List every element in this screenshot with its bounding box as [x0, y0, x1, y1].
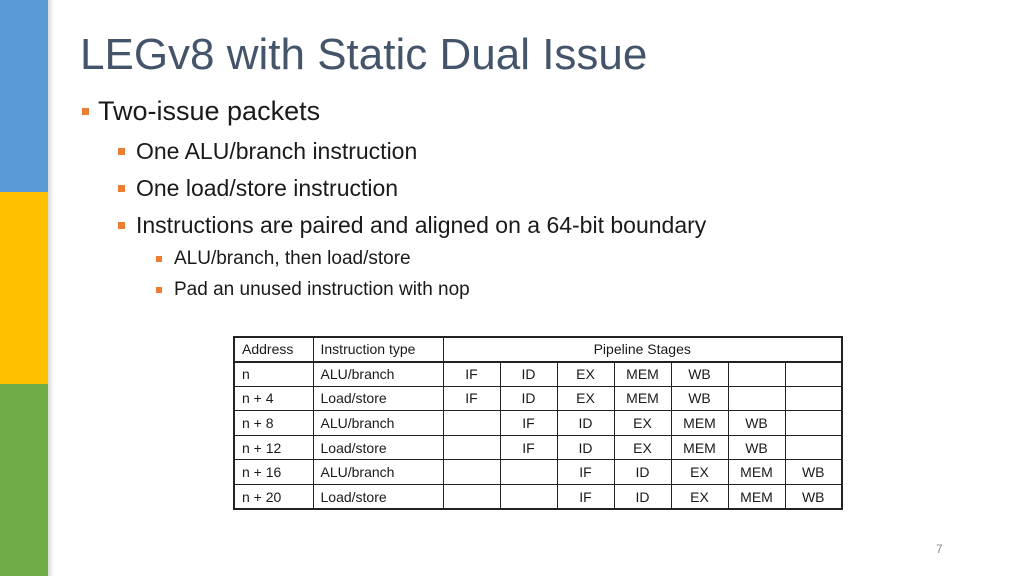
cell-stage: WB — [728, 435, 785, 460]
bullet-text: Pad an unused instruction with nop — [174, 279, 470, 300]
cell-stage — [443, 435, 500, 460]
cell-stage — [785, 362, 842, 387]
side-bar-blue — [0, 0, 48, 192]
cell-stage — [785, 411, 842, 436]
table-header-row — [234, 337, 842, 362]
cell-address: n + 16 — [234, 460, 313, 485]
cell-stage — [728, 386, 785, 411]
header-address: Address — [234, 337, 313, 362]
cell-stage: EX — [614, 435, 671, 460]
cell-stage: IF — [557, 485, 614, 510]
cell-stage: ID — [500, 386, 557, 411]
cell-address: n + 4 — [234, 386, 313, 411]
cell-instruction-type: Load/store — [313, 485, 443, 510]
bullet-text: One load/store instruction — [136, 175, 399, 201]
cell-instruction-type: ALU/branch — [313, 460, 443, 485]
cell-stage: ID — [614, 485, 671, 510]
bullet-text: Instructions are paired and aligned on a 64-bit boundary — [136, 212, 707, 238]
cell-stage — [443, 460, 500, 485]
cell-address: n + 12 — [234, 435, 313, 460]
side-bar-green — [0, 384, 48, 576]
cell-stage — [443, 485, 500, 510]
cell-stage: MEM — [728, 460, 785, 485]
cell-instruction-type: Load/store — [313, 435, 443, 460]
cell-instruction-type: Load/store — [313, 386, 443, 411]
side-bar-shadow — [48, 0, 54, 576]
cell-stage: MEM — [614, 386, 671, 411]
cell-address: n + 8 — [234, 411, 313, 436]
bullet-marker-icon — [118, 185, 125, 192]
bullet-text: Two-issue packets — [98, 96, 321, 126]
bullet-item — [118, 138, 417, 165]
cell-stage: ID — [557, 411, 614, 436]
header-instruction-type: Instruction type — [313, 337, 443, 362]
cell-instruction-type: ALU/branch — [313, 411, 443, 436]
cell-stage — [728, 362, 785, 387]
bullet-marker-icon — [82, 108, 89, 115]
cell-stage: WB — [785, 485, 842, 510]
cell-stage: IF — [557, 460, 614, 485]
cell-stage: IF — [500, 411, 557, 436]
side-bar-yellow — [0, 192, 48, 384]
cell-stage: WB — [671, 386, 728, 411]
cell-stage — [500, 460, 557, 485]
table-row — [234, 485, 842, 510]
bullet-text: One ALU/branch instruction — [136, 138, 418, 164]
cell-stage: MEM — [671, 411, 728, 436]
cell-stage: WB — [671, 362, 728, 387]
bullet-marker-icon — [156, 256, 162, 262]
cell-stage: EX — [557, 362, 614, 387]
cell-stage: MEM — [671, 435, 728, 460]
bullet-item — [118, 175, 398, 202]
bullet-item — [118, 212, 706, 239]
pipeline-table — [233, 336, 843, 510]
bullet-item — [156, 248, 411, 270]
table-row — [234, 460, 842, 485]
cell-stage: WB — [728, 411, 785, 436]
cell-address: n + 20 — [234, 485, 313, 510]
page-number: 7 — [936, 542, 943, 556]
cell-stage — [443, 411, 500, 436]
cell-stage — [785, 386, 842, 411]
cell-stage: EX — [671, 460, 728, 485]
cell-stage: MEM — [614, 362, 671, 387]
cell-stage: ID — [614, 460, 671, 485]
header-pipeline-stages: Pipeline Stages — [443, 337, 842, 362]
bullet-text: ALU/branch, then load/store — [174, 248, 411, 269]
table-row — [234, 386, 842, 411]
bullet-item — [80, 96, 320, 127]
cell-instruction-type: ALU/branch — [313, 362, 443, 387]
cell-stage: WB — [785, 460, 842, 485]
table-row — [234, 362, 842, 387]
cell-stage — [785, 435, 842, 460]
slide-title: LEGv8 with Static Dual Issue — [80, 30, 648, 79]
cell-stage: ID — [500, 362, 557, 387]
bullet-marker-icon — [118, 222, 125, 229]
cell-stage: IF — [443, 362, 500, 387]
cell-stage: EX — [614, 411, 671, 436]
cell-stage: IF — [443, 386, 500, 411]
cell-stage — [500, 485, 557, 510]
bullet-item — [156, 279, 470, 301]
bullet-marker-icon — [156, 287, 162, 293]
table-row — [234, 435, 842, 460]
cell-stage: EX — [671, 485, 728, 510]
table-row — [234, 411, 842, 436]
cell-stage: ID — [557, 435, 614, 460]
bullet-marker-icon — [118, 148, 125, 155]
cell-stage: IF — [500, 435, 557, 460]
cell-address: n — [234, 362, 313, 387]
cell-stage: MEM — [728, 485, 785, 510]
cell-stage: EX — [557, 386, 614, 411]
